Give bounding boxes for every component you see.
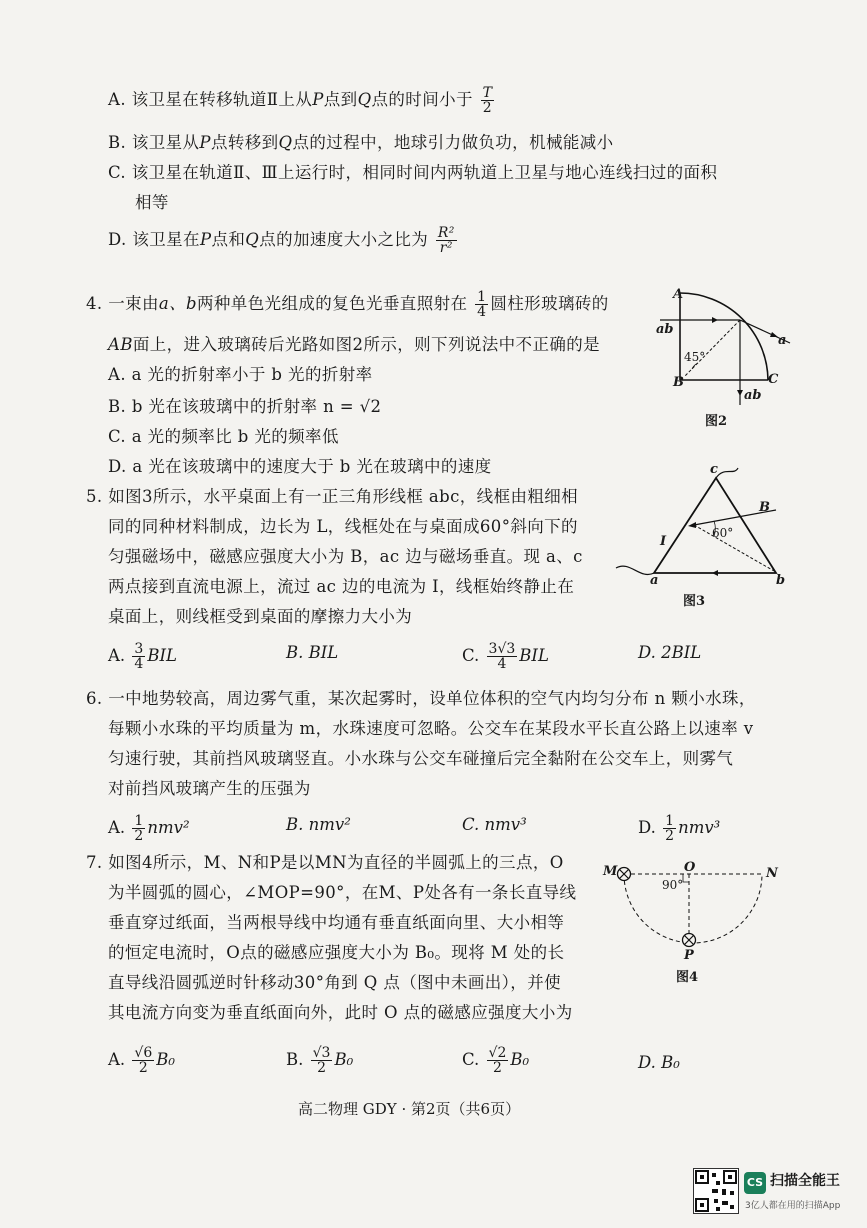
q5-option-c: C. $\frac{3√3}{4}$ BIL: [462, 641, 549, 672]
q4-option-b: B. b 光在该玻璃中的折射率 n = √2: [108, 397, 382, 416]
q3-option-a: A. 该卫星在转移轨道Ⅱ上从P点到Q点的时间小于 $\frac{T}{2}$: [108, 85, 493, 116]
q7-stem-line4: 的恒定电流时，O点的磁感应强度大小为 B₀。现将 M 处的长: [108, 943, 565, 962]
q4-option-c: C. a 光的频率比 b 光的频率低: [108, 427, 339, 446]
q6-stem-line4: 对前挡风玻璃产生的压强为: [108, 779, 311, 798]
q5-stem-line2: 同的同种材料制成，边长为 L，线框处在与桌面成60°斜向下的: [108, 517, 578, 536]
fig3-caption: 图3: [683, 594, 706, 609]
fig4-label-P: P: [684, 948, 694, 963]
fig2-caption: 图2: [705, 414, 728, 429]
q5-option-b: B. BIL: [286, 643, 339, 662]
q7-option-d: D. B₀: [638, 1053, 680, 1072]
fig4-label-O: O: [684, 860, 696, 875]
q7-option-c: C. $\frac{√2}{2}$ B₀: [462, 1045, 530, 1076]
q6-option-b: B. nmv²: [286, 815, 351, 834]
q5-stem-line4: 两点接到直流电源上，流过 ac 边的电流为 I，线框始终静止在: [108, 577, 575, 596]
fig2-label-a-upper: A: [673, 287, 684, 302]
fig2-label-b-upper: B: [673, 375, 684, 390]
page-footer: 高二物理 GDY · 第2页（共6页）: [298, 1100, 521, 1118]
scanner-app-name: 扫描全能王: [770, 1173, 840, 1189]
camscanner-logo-icon: CS: [744, 1172, 766, 1194]
q3-option-b: B. 该卫星从P点转移到Q点的过程中，地球引力做负功，机械能减小: [108, 133, 614, 152]
q5-stem-line3: 匀强磁场中，磁感应强度大小为 B，ac 边与磁场垂直。现 a、c: [108, 547, 583, 566]
q3-option-d: D. 该卫星在P点和Q点的加速度大小之比为 $\frac{\text{R²}}{\text{r²}}$: [108, 225, 455, 256]
fig3-label-I-current: I: [660, 534, 667, 549]
fig4-caption: 图4: [676, 970, 699, 985]
scanner-app-slogan: 3亿人都在用的扫描App: [745, 1201, 841, 1211]
fig3-label-a: a: [650, 573, 659, 588]
q3-option-c-line2: 相等: [135, 193, 169, 212]
q4-stem-line1: 4. 一束由a、b两种单色光组成的复色光垂直照射在 $\frac{1}{4}$ 圆柱形玻璃砖的: [86, 289, 609, 320]
fig4-angle: 90°: [662, 878, 684, 892]
q4-option-a: A. a 光的折射率小于 b 光的折射率: [108, 365, 373, 384]
figure-3-triangle-frame: [616, 460, 796, 590]
fig4-label-M: M: [603, 864, 618, 879]
fig3-label-c: c: [710, 462, 718, 477]
q7-stem-line5: 直导线沿圆弧逆时针移动30°角到 Q 点（图中未画出），并使: [108, 973, 562, 992]
q7-stem-line1: 7. 如图4所示，M、N和P是以MN为直径的半圆弧上的三点，O: [86, 853, 564, 872]
fig2-label-a-exit: a: [778, 333, 787, 348]
q4-stem-line2: AB面上，进入玻璃砖后光路如图2所示，则下列说法中不正确的是: [108, 335, 601, 354]
q6-stem-line1: 6. 一中地势较高，周边雾气重，某次起雾时，设单位体积的空气内均匀分布 n 颗小水珠，: [86, 689, 756, 708]
q6-option-a: A. $\frac{1}{2}$ nmv²: [108, 813, 190, 844]
figure-4-semicircle: [612, 862, 782, 962]
fig3-label-B-field: B: [759, 500, 770, 515]
fig2-label-ab-down: ab: [744, 388, 762, 403]
fig2-label-c-upper: C: [768, 372, 779, 387]
fig2-angle: 45°: [684, 350, 706, 364]
q5-option-d: D. 2BIL: [638, 643, 702, 662]
q4-option-d: D. a 光在该玻璃中的速度大于 b 光在玻璃中的速度: [108, 457, 492, 476]
q5-option-a: A. $\frac{3}{4}$ BIL: [108, 641, 177, 672]
fig3-label-b: b: [776, 573, 786, 588]
q7-stem-line3: 垂直穿过纸面，当两根导线中均通有垂直纸面向里、大小相等: [108, 913, 565, 932]
q7-option-a: A. $\frac{√6}{2}$ B₀: [108, 1045, 175, 1076]
fig2-label-ab-incident: ab: [656, 322, 674, 337]
fig4-label-N: N: [766, 866, 778, 881]
q5-stem-line1: 5. 如图3所示，水平桌面上有一正三角形线框 abc，线框由粗细相: [86, 487, 579, 506]
qr-code-icon: [693, 1168, 739, 1214]
figure-2-glass-brick: [660, 285, 810, 415]
q6-option-d: D. $\frac{1}{2}$ nmv³: [638, 813, 721, 844]
q6-stem-line3: 匀速行驶，其前挡风玻璃竖直。小水珠与公交车碰撞后完全黏附在公交车上，则雾气: [108, 749, 734, 768]
q7-stem-line2: 为半圆弧的圆心，∠MOP=90°，在M、P处各有一条长直导线: [108, 883, 577, 902]
q6-stem-line2: 每颗小水珠的平均质量为 m，水珠速度可忽略。公交车在某段水平长直公路上以速率 v: [108, 719, 754, 738]
q7-stem-line6: 其电流方向变为垂直纸面向外，此时 O 点的磁感应强度大小为: [108, 1003, 573, 1022]
q5-stem-line5: 桌面上，则线框受到桌面的摩擦力大小为: [108, 607, 413, 626]
q3-option-c-line1: C. 该卫星在轨道Ⅱ、Ⅲ上运行时，相同时间内两轨道上卫星与地心连线扫过的面积: [108, 163, 718, 182]
fig3-angle: 60°: [712, 526, 734, 540]
q6-option-c: C. nmv³: [462, 815, 527, 834]
q7-option-b: B. $\frac{√3}{2}$ B₀: [286, 1045, 354, 1076]
